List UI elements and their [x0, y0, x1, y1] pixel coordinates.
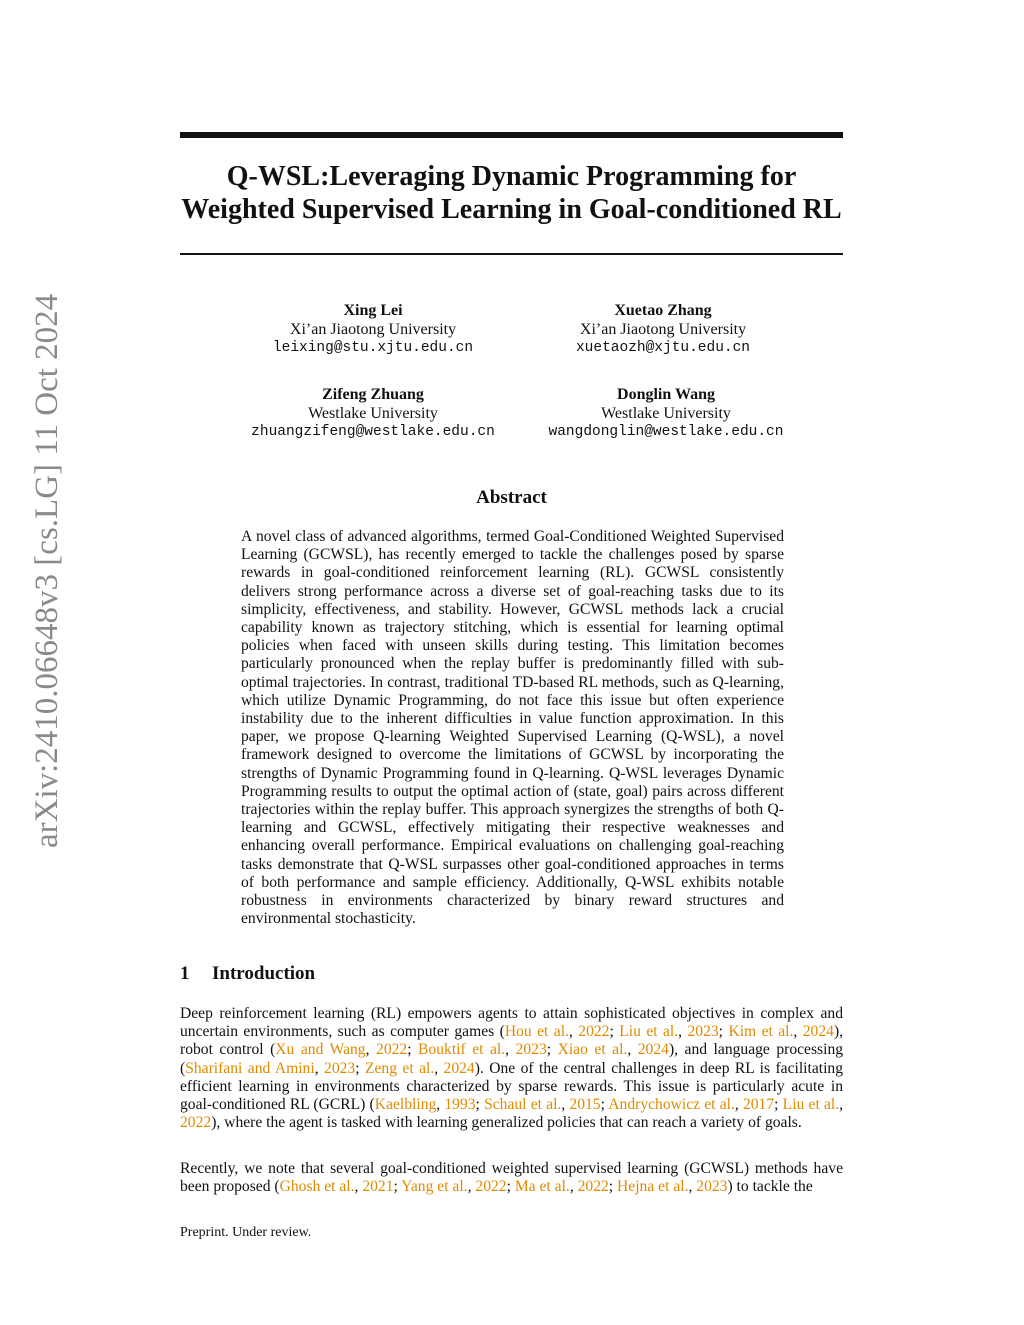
citation[interactable]: Sharifani and Amini, 2023 [185, 1059, 356, 1077]
author-name: Xuetao Zhang [614, 302, 712, 319]
citation[interactable]: Hejna et al., 2023 [617, 1178, 728, 1196]
citation[interactable]: Schaul et al., 2015 [484, 1096, 601, 1114]
author-email[interactable]: wangdonglin@westlake.edu.cn [548, 424, 784, 440]
author-name: Donglin Wang [617, 386, 715, 403]
citation[interactable]: Bouktif et al., 2023 [418, 1041, 547, 1059]
citation[interactable]: Liu et al., 2022 [180, 1096, 844, 1132]
title-line-1: Q-WSL:Leveraging Dynamic Programming for [226, 161, 797, 192]
author-affiliation: Westlake University [601, 405, 731, 422]
intro-paragraph-2: Recently, we note that several goal-conditioned weighted supervised learning (GCWSL) methods have been proposed (Ghosh et al., 2021; Yang et al., 2022; Ma et al., 2022; Hejna et al., 2023) to tackle the [180, 1160, 843, 1196]
author-affiliation: Xi’an Jiaotong University [289, 321, 457, 338]
section-number: 1 [180, 963, 190, 984]
citation[interactable]: Liu et al., 2023 [619, 1023, 719, 1041]
title-top-rule [180, 132, 843, 138]
intro-paragraph-1: Deep reinforcement learning (RL) empowers agents to attain sophisticated objectives in complex and uncertain environments, such as computer games (Hou et al., 2022; Liu et al., 2023; Kim et al., 2024), robot control (Xu and Wang, 2022; Bouktif et al., 2023; Xiao et al., 2024), and language processing (Sharifani and Amini, 2023; Zeng et al., 2024). One of the central challenges in deep RL is facilitating efficient learning in environments characterized by sparse rewards. This issue is particularly acute in goal-conditioned RL (GCRL) (Kaelbling, 1993; Schaul et al., 2015; Andrychowicz et al., 2017; Liu et al., 2022), where the agent is tasked with learning generalized policies that can reach a variety of goals. [180, 1005, 844, 1132]
author-email[interactable]: leixing@stu.xjtu.edu.cn [272, 340, 474, 356]
author-affiliation: Westlake University [308, 405, 438, 422]
author-block [223, 301, 523, 358]
title-line-2: Weighted Supervised Learning in Goal-conditioned RL [181, 194, 842, 225]
citation[interactable]: Hou et al., 2022 [504, 1023, 610, 1041]
abstract-text: A novel class of advanced algorithms, termed Goal-Conditioned Weighted Supervised Learning (GCWSL), has recently emerged to tackle the challenges posed by sparse rewards in goal-conditioned reinforcement learning (RL). GCWSL consistently delivers strong performance across a diverse set of goal-reaching tasks due to its simplicity, effectiveness, and stability. However, GCWSL methods lack a crucial capability known as trajectory stitching, which is essential for learning optimal policies when faced with unseen skills during testing. This limitation becomes particularly pronounced when the replay buffer is predominantly filled with sub-optimal trajectories. In contrast, traditional TD-based RL methods, such as Q-learning, which utilize Dynamic Programming, do not face this issue but often experience instability due to the inherent difficulties in value function approximation. In this paper, we propose Q-learning Weighted Supervised Learning (Q-WSL), a novel framework designed to overcome the limitations of GCWSL by incorporating the strengths of Dynamic Programming found in Q-learning. Q-WSL leverages Dynamic Programming results to output the optimal action of (state, goal) pairs across different trajectories within the replay buffer. This approach synergizes the strengths of both Q-learning and GCWSL, effectively mitigating their respective weaknesses and enhancing overall performance. Empirical evaluations on challenging goal-reaching tasks demonstrate that Q-WSL surpasses other goal-conditioned approaches in terms of both performance and sample efficiency. Additionally, Q-WSL exhibits notable robustness in environments characterized by binary reward structures and environmental stochasticity. [241, 528, 784, 928]
footer-note: Preprint. Under review. [180, 1225, 312, 1240]
citation[interactable]: Kim et al., 2024 [728, 1023, 834, 1041]
author-block [503, 385, 829, 442]
author-affiliation: Xi’an Jiaotong University [579, 321, 747, 338]
citation[interactable]: Xiao et al., 2024 [557, 1041, 669, 1059]
paper-title [160, 160, 863, 226]
author-email[interactable]: xuetaozh@xjtu.edu.cn [575, 340, 751, 356]
arxiv-side-label: arXiv:2410.06648v3 [cs.LG] 11 Oct 2024 [29, 293, 65, 848]
section-title: Introduction [212, 963, 316, 984]
citation[interactable]: Andrychowicz et al., 2017 [608, 1096, 775, 1114]
abstract-heading: Abstract [476, 487, 547, 508]
citation[interactable]: Xu and Wang, 2022 [275, 1041, 408, 1059]
author-block [513, 301, 813, 358]
citation[interactable]: Yang et al., 2022 [401, 1178, 507, 1196]
title-bottom-rule [180, 253, 843, 255]
author-block [210, 385, 536, 442]
author-name: Zifeng Zhuang [322, 386, 424, 403]
citation[interactable]: Zeng et al., 2024 [364, 1059, 475, 1077]
author-email[interactable]: zhuangzifeng@westlake.edu.cn [251, 424, 495, 440]
citation[interactable]: Kaelbling, 1993 [374, 1096, 476, 1114]
author-name: Xing Lei [343, 302, 403, 319]
section-heading-introduction [180, 963, 315, 985]
citation[interactable]: Ma et al., 2022 [514, 1178, 609, 1196]
citation[interactable]: Ghosh et al., 2021 [279, 1178, 394, 1196]
